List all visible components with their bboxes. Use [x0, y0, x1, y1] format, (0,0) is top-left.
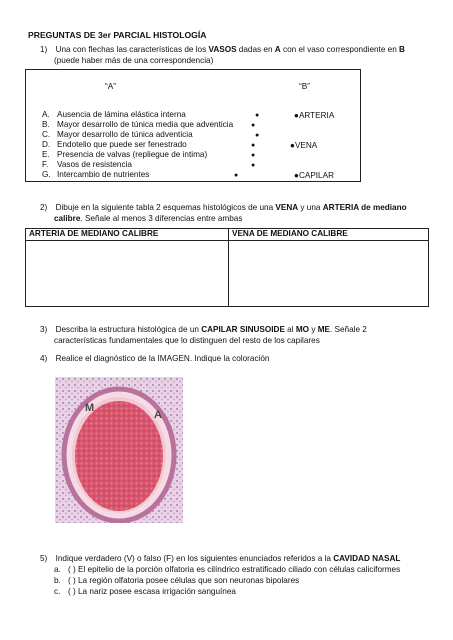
- question-4-text: Realice el diagnóstico de la IMAGEN. Indique la coloración: [55, 354, 270, 363]
- question-5-cavidad: CAVIDAD NASAL: [333, 554, 401, 563]
- question-4-number: 4): [40, 354, 48, 363]
- true-false-list: [54, 564, 400, 597]
- question-2-arteria: ARTERIA de mediano: [322, 203, 407, 212]
- question-1-text-c: dadas en: [236, 45, 275, 54]
- question-3-number: 3): [40, 325, 48, 334]
- list-item: E. Presencia de valvas (repliegue de intima): [42, 150, 208, 159]
- question-1-b: B: [399, 45, 405, 54]
- list-item: B. Mayor desarrollo de túnica media que adventicia: [42, 120, 234, 129]
- dot-c[interactable]: ●: [255, 132, 260, 139]
- drawing-cell-vena[interactable]: [229, 241, 429, 307]
- question-2-text-c: y una: [298, 203, 323, 212]
- question-5-number: 5): [40, 554, 48, 563]
- question-1-line-2: (puede haber más de una correspondencia): [54, 56, 214, 65]
- list-item: D. Endotelio que puede ser fenestrado: [42, 140, 187, 149]
- label-a: A: [154, 409, 162, 421]
- column-b-header: “B”: [299, 82, 310, 91]
- list-item[interactable]: a. ( ) El epitelio de la porción olfatoria es cilíndrico estratificado ciliado con células caliciformes: [54, 565, 401, 574]
- dot-e[interactable]: ●: [251, 152, 256, 159]
- question-3-mo: MO: [295, 325, 310, 334]
- list-item: F. Vasos de resistencia: [42, 160, 132, 169]
- drawing-cell-arteria[interactable]: [26, 241, 229, 307]
- question-3-text-g: . Señale 2: [329, 325, 367, 334]
- list-item[interactable]: c. ( ) La nariz posee escasa irrigación sanguínea: [54, 587, 236, 596]
- question-1: [40, 44, 405, 55]
- table-header-vena: VENA DE MEDIANO CALIBRE: [229, 229, 429, 241]
- question-1-text-e: con el vaso correspondiente en: [280, 45, 400, 54]
- list-item: C. Mayor desarrollo de túnica adventicia: [42, 130, 193, 139]
- drawing-table: [25, 228, 429, 307]
- question-3-text-c: al: [284, 325, 296, 334]
- list-item: G. Intercambio de nutrientes: [42, 170, 150, 179]
- histology-image: [55, 377, 183, 529]
- label-m: M: [85, 402, 95, 414]
- question-4: [40, 353, 269, 364]
- question-1-number: 1): [40, 45, 48, 54]
- question-2-text-a: Dibuje en la siguiente tabla 2 esquemas histológicos de una: [55, 203, 276, 212]
- question-2-calibre: calibre: [54, 214, 81, 223]
- dot-f[interactable]: ●: [251, 162, 256, 169]
- question-3: [40, 324, 367, 335]
- question-1-vasos: VASOS: [208, 45, 237, 54]
- question-3-line-2: características fundamentales que lo distinguen del resto de los capilares: [54, 336, 320, 345]
- question-2-number: 2): [40, 203, 48, 212]
- page-title: PREGUNTAS DE 3er PARCIAL HISTOLOGÍA: [28, 30, 207, 40]
- question-5-text-a: Indique verdadero (V) o falso (F) en los siguientes enunciados referidos a la: [55, 554, 334, 563]
- question-1-a: A: [274, 45, 281, 54]
- option-vena[interactable]: ●VENA: [290, 141, 318, 150]
- list-item: A. Ausencia de lámina elástica interna: [42, 110, 186, 119]
- question-2-vena: VENA: [275, 203, 299, 212]
- question-3-text-a: Describa la estructura histológica de un: [55, 325, 202, 334]
- table-header-arteria: ARTERIA DE MEDIANO CALIBRE: [26, 229, 229, 241]
- question-5: [40, 553, 400, 564]
- matching-box: [25, 69, 361, 182]
- vessel-micrograph: [55, 377, 183, 529]
- question-2-line-2: [54, 213, 242, 224]
- option-capilar[interactable]: ●CAPILAR: [294, 171, 334, 180]
- dot-b[interactable]: ●: [251, 122, 256, 129]
- question-3-me: ME: [317, 325, 330, 334]
- question-1-text-a: Una con flechas las características de los: [55, 45, 209, 54]
- dot-d[interactable]: ●: [251, 142, 256, 149]
- dot-g[interactable]: ●: [234, 172, 239, 179]
- question-3-text-e: y: [309, 325, 318, 334]
- question-2-text-b: . Señale al menos 3 diferencias entre ambas: [80, 214, 243, 223]
- column-a-header: “A”: [105, 82, 116, 91]
- list-item[interactable]: b. ( ) La región olfatoria posee células que son neuronas bipolares: [54, 576, 300, 585]
- question-2: [40, 202, 407, 213]
- question-3-capilar: CAPILAR SINUSOIDE: [201, 325, 285, 334]
- dot-a[interactable]: ●: [255, 112, 260, 119]
- option-arteria[interactable]: ●ARTERIA: [294, 111, 335, 120]
